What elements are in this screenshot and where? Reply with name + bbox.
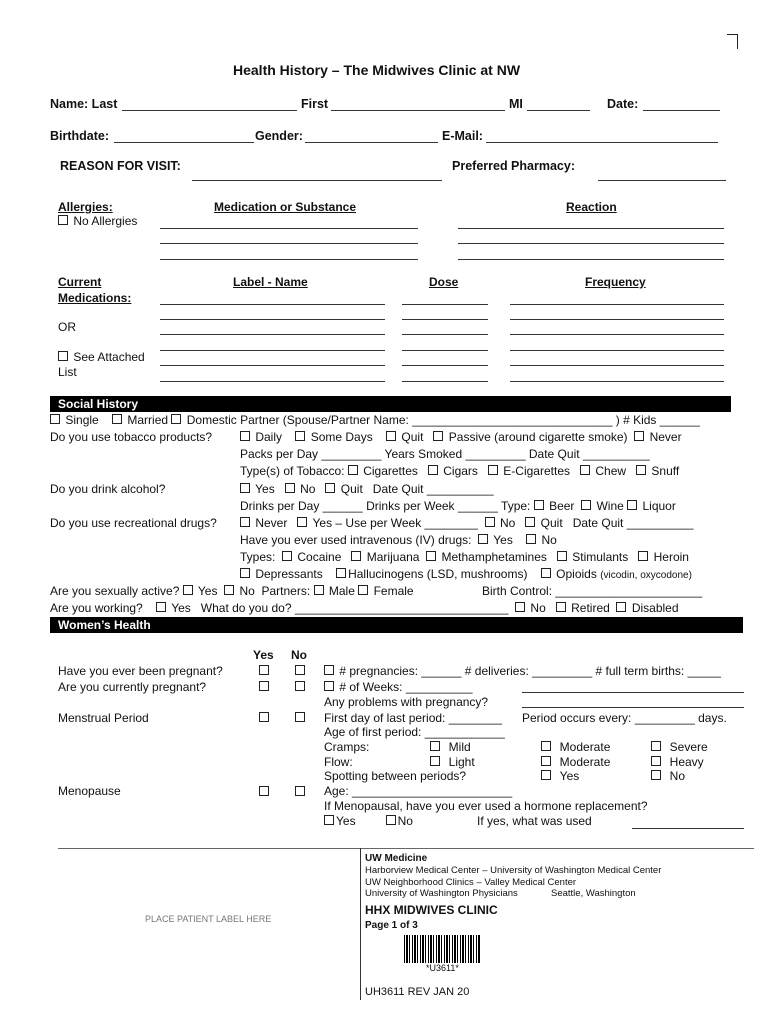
working-row (50, 601, 679, 615)
sex-yes-checkbox[interactable] (183, 585, 193, 595)
footer-vertical-divider (360, 848, 361, 1000)
med-frequency-line[interactable] (510, 350, 724, 351)
birthdate-field[interactable] (114, 142, 254, 143)
drugs-never-label: Never (255, 516, 288, 530)
med-name-line[interactable] (160, 334, 385, 335)
partners-label: Partners: (261, 584, 311, 598)
cigars-label: Cigars (443, 464, 478, 478)
tobacco-some-days-checkbox[interactable] (295, 431, 305, 441)
weeks-checkbox[interactable] (324, 681, 334, 691)
spotting-no-checkbox[interactable] (651, 770, 661, 780)
ever-pregnant-yes-checkbox[interactable] (259, 665, 269, 675)
drinks-row (240, 499, 676, 513)
no-column-header: No (291, 648, 307, 662)
footer-line-2: UW Neighborhood Clinics – Valley Medical Center (365, 877, 577, 888)
barcode-text: *U3611* (426, 963, 459, 973)
medications-title-2: Medications: (58, 291, 132, 305)
spotting-yes-label: Yes (559, 769, 580, 783)
tobacco-never-checkbox[interactable] (634, 431, 644, 441)
drugs-quit-checkbox[interactable] (525, 517, 535, 527)
male-checkbox[interactable] (314, 585, 324, 595)
stimulants-label: Stimulants (572, 550, 629, 564)
menopause-label: Menopause (58, 784, 121, 798)
female-label: Female (373, 584, 414, 598)
med-dose-line[interactable] (402, 365, 488, 366)
hrt-question: If Menopausal, have you ever used a hormone replacement? (324, 799, 648, 813)
single-checkbox[interactable] (50, 414, 60, 424)
opioids-note: (vicodin, oxycodone) (600, 570, 692, 581)
yes-column-header: Yes (253, 648, 274, 662)
working-no-label: No (530, 601, 546, 615)
hrt-no-checkbox[interactable] (386, 815, 396, 825)
no-allergies-checkbox[interactable] (58, 215, 68, 225)
clinic-name: HHX MIDWIVES CLINIC (365, 903, 498, 917)
spotting-no-option (651, 769, 685, 783)
ecig-checkbox[interactable] (488, 465, 498, 475)
spotting-no-label: No (669, 769, 686, 783)
menstrual-period-label: Menstrual Period (58, 711, 149, 725)
allergy-reaction-line[interactable] (458, 243, 724, 244)
womens-health-bar: Women’s Health (50, 617, 743, 633)
working-yes-label: Yes (171, 601, 191, 615)
working-yes-checkbox[interactable] (156, 602, 166, 612)
stimulants-checkbox[interactable] (557, 551, 567, 561)
sex-no-label: No (239, 584, 255, 598)
retired-checkbox[interactable] (556, 602, 566, 612)
med-dose-line[interactable] (402, 381, 488, 382)
wine-label: Wine (596, 499, 624, 513)
hrt-no-label: No (397, 814, 413, 828)
meth-label: Methamphetamines (441, 550, 547, 564)
heroin-checkbox[interactable] (638, 551, 648, 561)
first-name-label: First (301, 97, 329, 111)
spotting-yes-checkbox[interactable] (541, 770, 551, 780)
gender-field[interactable] (305, 142, 438, 143)
cramps-mild-checkbox[interactable] (430, 741, 440, 751)
email-label: E-Mail: (442, 129, 483, 143)
reason-label: REASON FOR VISIT: (60, 159, 181, 173)
footer-line-1: Harborview Medical Center – University of Washington Medical Center (365, 865, 662, 876)
domestic-partner-label: Domestic Partner (Spouse/Partner Name: ______________________________ ) # Kids ______ (186, 413, 700, 427)
sex-yes-label: Yes (197, 584, 218, 598)
flow-label: Flow: (324, 755, 353, 769)
drug-types-row (240, 550, 689, 564)
reaction-header: Reaction (566, 200, 617, 214)
sex-no-checkbox[interactable] (224, 585, 234, 595)
medication-substance-header: Medication or Substance (214, 200, 357, 214)
alcohol-yes-checkbox[interactable] (240, 483, 250, 493)
page-title: Health History – The Midwives Clinic at NW (233, 62, 521, 78)
see-attached-option[interactable] (58, 350, 145, 364)
drugs-never-checkbox[interactable] (240, 517, 250, 527)
cramps-moderate-checkbox[interactable] (541, 741, 551, 751)
date-field[interactable] (643, 110, 720, 111)
cramps-mild-label: Mild (448, 740, 471, 754)
allergies-title: Allergies: (58, 200, 113, 214)
med-name-line[interactable] (160, 365, 385, 366)
tobacco-question: Do you use tobacco products? (50, 430, 213, 444)
allergy-med-line[interactable] (160, 228, 418, 229)
alcohol-quit-checkbox[interactable] (325, 483, 335, 493)
page-number: Page 1 of 3 (365, 920, 418, 931)
cramps-severe-option (651, 740, 708, 754)
cramps-moderate-option (541, 740, 610, 754)
sexually-active-row (50, 584, 414, 598)
patient-label-placeholder: PLACE PATIENT LABEL HERE (145, 914, 272, 924)
pharmacy-label: Preferred Pharmacy: (452, 159, 575, 173)
drug-types-row-2 (240, 567, 692, 581)
ever-pregnant-question: Have you ever been pregnant? (58, 664, 223, 678)
pregnancy-problems-question: Any problems with pregnancy? (324, 695, 489, 709)
packs-per-day-row: Packs per Day _________ Years Smoked _________ Date Quit __________ (240, 447, 650, 461)
beer-label: Beer (549, 499, 575, 513)
pregnancies-row (324, 664, 721, 678)
spotting-yes-option (541, 769, 579, 783)
period-occurs-field[interactable]: Period occurs every: _________ days. (522, 711, 727, 725)
currently-pregnant-yes-checkbox[interactable] (259, 681, 269, 691)
date-label: Date: (607, 97, 639, 111)
cramps-mild-option (430, 740, 471, 754)
working-no-checkbox[interactable] (515, 602, 525, 612)
drug-types-label: Types: (240, 550, 276, 564)
footer-line-3: University of Washington Physicians (365, 888, 518, 899)
tobacco-daily-label: Daily (255, 430, 283, 444)
what-do-you-do-field[interactable]: What do you do? ________________________________ (200, 601, 509, 615)
marijuana-checkbox[interactable] (351, 551, 361, 561)
tobacco-some-days-label: Some Days (310, 430, 373, 444)
med-dose-line[interactable] (402, 319, 488, 320)
married-checkbox[interactable] (112, 414, 122, 424)
working-question: Are you working? (50, 601, 143, 615)
tobacco-daily-checkbox[interactable] (240, 431, 250, 441)
form-number: UH3611 REV JAN 20 (365, 986, 470, 998)
flow-moderate-option (541, 755, 610, 769)
wine-checkbox[interactable] (581, 500, 591, 510)
email-field[interactable] (486, 142, 718, 143)
tobacco-quit-checkbox[interactable] (386, 431, 396, 441)
spotting-question: Spotting between periods? (324, 769, 467, 783)
allergy-reaction-line[interactable] (458, 228, 724, 229)
female-checkbox[interactable] (358, 585, 368, 595)
disabled-checkbox[interactable] (616, 602, 626, 612)
cocaine-label: Cocaine (297, 550, 342, 564)
pregnancies-label: # pregnancies: ______ # deliveries: _________ # full term births: _____ (339, 664, 721, 678)
opioids-checkbox[interactable] (541, 568, 551, 578)
drugs-no-label: No (499, 516, 516, 530)
flow-moderate-label: Moderate (559, 755, 611, 769)
flow-light-checkbox[interactable] (430, 756, 440, 766)
age-first-period-field[interactable]: Age of first period: ____________ (324, 725, 505, 739)
footer-divider (58, 848, 754, 849)
no-allergies-option[interactable] (58, 214, 137, 228)
name-last-label: Name: Last (50, 97, 118, 111)
flow-moderate-checkbox[interactable] (541, 756, 551, 766)
snuff-label: Snuff (651, 464, 680, 478)
male-label: Male (328, 584, 355, 598)
ecig-label: E-Cigarettes (503, 464, 570, 478)
med-frequency-line[interactable] (510, 319, 724, 320)
retired-label: Retired (571, 601, 610, 615)
hrt-used-field[interactable] (632, 828, 744, 829)
cramps-severe-label: Severe (669, 740, 708, 754)
med-dose-line[interactable] (402, 350, 488, 351)
flow-light-option (430, 755, 475, 769)
drugs-no-checkbox[interactable] (485, 517, 495, 527)
alcohol-yes-label: Yes (255, 482, 275, 496)
reason-field[interactable] (192, 180, 442, 181)
alcohol-no-label: No (300, 482, 316, 496)
allergy-med-line[interactable] (160, 259, 418, 260)
corner-mark (727, 34, 738, 49)
or-label: OR (58, 320, 76, 334)
gender-label: Gender: (255, 129, 303, 143)
birth-control-field[interactable]: Birth Control: ______________________ (482, 584, 703, 598)
disabled-label: Disabled (631, 601, 679, 615)
chew-label: Chew (595, 464, 627, 478)
mi-field[interactable] (527, 110, 590, 111)
flow-heavy-checkbox[interactable] (651, 756, 661, 766)
name-last-field[interactable] (122, 110, 297, 111)
hrt-yes-label: Yes (336, 814, 356, 828)
cigarettes-checkbox[interactable] (348, 465, 358, 475)
alcohol-no-checkbox[interactable] (285, 483, 295, 493)
flow-light-label: Light (448, 755, 475, 769)
cramps-severe-checkbox[interactable] (651, 741, 661, 751)
med-name-line[interactable] (160, 350, 385, 351)
tobacco-never-label: Never (649, 430, 682, 444)
no-allergies-label: No Allergies (73, 214, 138, 228)
cigarettes-label: Cigarettes (363, 464, 418, 478)
single-label: Single (65, 413, 99, 427)
chew-checkbox[interactable] (580, 465, 590, 475)
frequency-header: Frequency (585, 275, 646, 289)
iv-drugs-question: Have you ever used intravenous (IV) drugs: (240, 533, 472, 547)
heroin-label: Heroin (653, 550, 689, 564)
first-name-field[interactable] (331, 110, 505, 111)
menstrual-no-checkbox[interactable] (295, 712, 305, 722)
mi-label: MI (509, 97, 523, 111)
cocaine-checkbox[interactable] (282, 551, 292, 561)
med-dose-line[interactable] (402, 334, 488, 335)
depressants-checkbox[interactable] (240, 568, 250, 578)
currently-pregnant-no-checkbox[interactable] (295, 681, 305, 691)
menopause-age-field[interactable]: Age: ________________________ (324, 784, 513, 798)
see-attached-label: See Attached (73, 350, 145, 364)
pregnancy-problems-line[interactable] (522, 707, 744, 708)
med-dose-line[interactable] (402, 304, 488, 305)
flow-heavy-label: Heavy (669, 755, 704, 769)
drugs-yes-checkbox[interactable] (297, 517, 307, 527)
cigars-checkbox[interactable] (428, 465, 438, 475)
depressants-label: Depressants (255, 567, 323, 581)
weeks-extra-line[interactable] (522, 692, 744, 693)
drugs-question: Do you use recreational drugs? (50, 516, 217, 530)
iv-no-label: No (541, 533, 557, 547)
drugs-date-quit: Date Quit __________ (572, 516, 694, 530)
tobacco-types-label: Type(s) of Tobacco: (240, 464, 345, 478)
see-attached-list-label: List (58, 365, 77, 379)
cramps-moderate-label: Moderate (559, 740, 611, 754)
tobacco-quit-label: Quit (401, 430, 424, 444)
menopause-no-checkbox[interactable] (295, 786, 305, 796)
alcohol-quit-label: Quit (340, 482, 363, 496)
snuff-checkbox[interactable] (636, 465, 646, 475)
dose-header: Dose (429, 275, 459, 289)
flow-heavy-option (651, 755, 704, 769)
marital-status-row (50, 413, 700, 427)
drugs-yes-label: Yes – Use per Week ________ (312, 516, 478, 530)
marijuana-label: Marijuana (366, 550, 420, 564)
social-history-bar: Social History (50, 396, 731, 412)
menstrual-yes-checkbox[interactable] (259, 712, 269, 722)
alcohol-question: Do you drink alcohol? (50, 482, 166, 496)
domestic-partner-checkbox[interactable] (171, 414, 181, 424)
see-attached-checkbox[interactable] (58, 351, 68, 361)
allergy-reaction-line[interactable] (458, 259, 724, 260)
drugs-quit-label: Quit (540, 516, 563, 530)
barcode (404, 935, 480, 963)
iv-yes-label: Yes (493, 533, 513, 547)
hrt-options (324, 814, 413, 828)
iv-no-checkbox[interactable] (526, 534, 536, 544)
medications-title-1: Current (58, 275, 102, 289)
tobacco-options (240, 430, 682, 444)
alcohol-date-quit: Date Quit __________ (372, 482, 494, 496)
med-frequency-line[interactable] (510, 381, 724, 382)
med-name-line[interactable] (160, 381, 385, 382)
med-name-line[interactable] (160, 304, 385, 305)
beer-checkbox[interactable] (534, 500, 544, 510)
drugs-options (240, 516, 693, 530)
uw-medicine-label: UW Medicine (365, 853, 428, 864)
med-frequency-line[interactable] (510, 334, 724, 335)
liquor-checkbox[interactable] (627, 500, 637, 510)
tobacco-passive-checkbox[interactable] (433, 431, 443, 441)
allergy-med-line[interactable] (160, 243, 418, 244)
sexually-active-question: Are you sexually active? (50, 584, 180, 598)
drinks-label: Drinks per Day ______ Drinks per Week ______ Type: (240, 499, 531, 513)
cramps-label: Cramps: (324, 740, 370, 754)
menopause-yes-checkbox[interactable] (259, 786, 269, 796)
pharmacy-field[interactable] (598, 180, 726, 181)
tobacco-passive-label: Passive (around cigarette smoke) (448, 430, 628, 444)
iv-yes-checkbox[interactable] (478, 534, 488, 544)
alcohol-options (240, 482, 494, 496)
hrt-yes-checkbox[interactable] (324, 815, 334, 825)
weeks-row (324, 680, 473, 694)
med-frequency-line[interactable] (510, 365, 724, 366)
first-day-field[interactable]: First day of last period: ________ (324, 711, 503, 725)
hrt-if-yes-label: If yes, what was used (477, 814, 592, 828)
med-name-line[interactable] (160, 319, 385, 320)
weeks-label: # of Weeks: __________ (339, 680, 473, 694)
pregnancies-checkbox[interactable] (324, 665, 334, 675)
label-name-header: Label - Name (233, 275, 308, 289)
iv-drugs-row (240, 533, 557, 547)
liquor-label: Liquor (642, 499, 676, 513)
currently-pregnant-question: Are you currently pregnant? (58, 680, 207, 694)
med-frequency-line[interactable] (510, 304, 724, 305)
opioids-label: Opioids (556, 567, 597, 581)
meth-checkbox[interactable] (426, 551, 436, 561)
hallucinogens-checkbox[interactable] (336, 568, 346, 578)
footer-location: Seattle, Washington (551, 888, 636, 899)
tobacco-types-row (240, 464, 679, 478)
married-label: Married (127, 413, 169, 427)
ever-pregnant-no-checkbox[interactable] (295, 665, 305, 675)
hallucinogens-label: Hallucinogens (LSD, mushrooms) (348, 567, 528, 581)
birthdate-label: Birthdate: (50, 129, 110, 143)
